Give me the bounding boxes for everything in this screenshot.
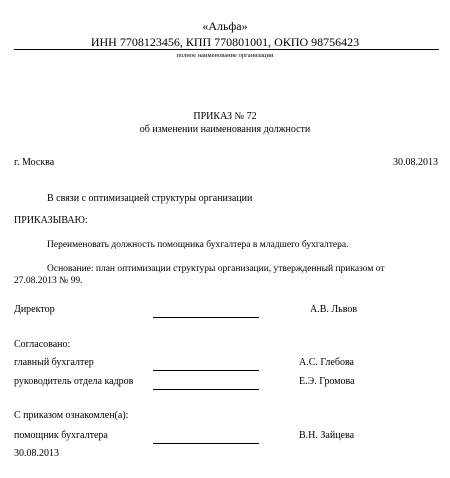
director-name: А.В. Львов [310,304,358,315]
order-city: г. Москва [14,157,55,168]
acknowledged-label: С приказом ознакомлен(а): [14,410,129,421]
header-underline [14,49,439,50]
approver-signature-line [153,370,259,371]
company-name: «Альфа» [202,19,248,33]
approver-title: руководитель отдела кадров [14,376,134,387]
order-item: Переименовать должность помощника бухгалтера в младшего бухгалтера. [47,240,349,250]
agreed-label: Согласовано: [14,339,71,350]
order-basis-line1: Основание: план оптимизации структуры организации, утвержденный приказом от [47,264,385,274]
approver-signature-line [153,389,259,390]
order-preamble: В связи с оптимизацией структуры организации [47,193,253,204]
order-word: ПРИКАЗЫВАЮ: [14,215,88,226]
order-subtitle: об изменении наименования должности [139,124,311,135]
company-requisites: ИНН 7708123456, КПП 770801001, ОКПО 98756423 [90,35,360,49]
approver-title: главный бухгалтер [14,357,94,368]
approver-name: Е.Э. Громова [299,376,355,387]
acknowledged-title: помощник бухгалтера [14,430,108,441]
order-basis-line2: 27.08.2013 № 99. [14,276,83,286]
acknowledged-signature-line [153,443,259,444]
approver-name: А.С. Глебова [299,357,354,368]
order-title: ПРИКАЗ № 72 [193,111,257,122]
acknowledged-date: 30.08.2013 [14,448,59,459]
director-signature-line [153,317,259,318]
order-date: 30.08.2013 [393,157,438,168]
header-caption: полное наименование организации [176,52,274,59]
acknowledged-name: В.Н. Зайцева [299,430,355,441]
director-title: Директор [14,304,55,315]
